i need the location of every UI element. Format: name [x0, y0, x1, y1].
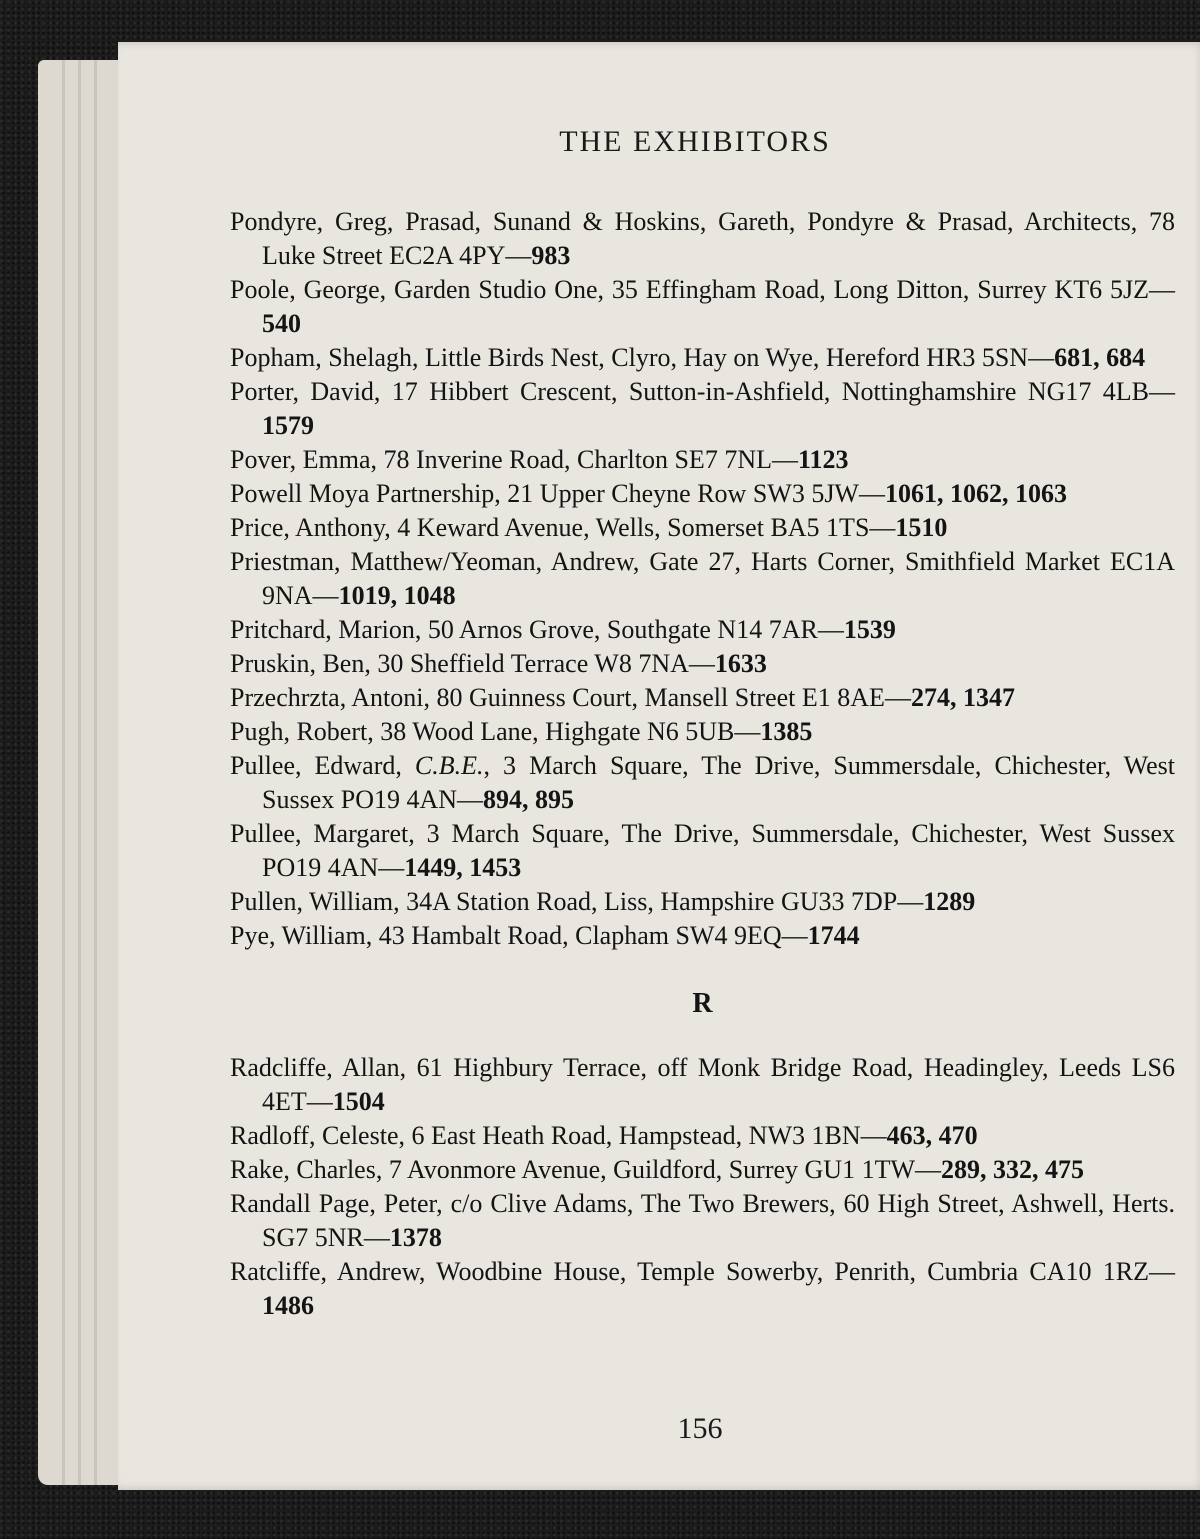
- page-edge: [94, 60, 97, 1485]
- list-item: Porter, David, 17 Hibbert Crescent, Sutton-in-Ashfield, Nottinghamshire NG17 4LB—1579: [230, 377, 1175, 440]
- list-item: Priestman, Matthew/Yeoman, Andrew, Gate 27, Harts Corner, Smithfield Market EC1A 9NA—1019, 1048: [230, 547, 1175, 610]
- list-item: Popham, Shelagh, Little Birds Nest, Clyro, Hay on Wye, Hereford HR3 5SN—681, 684: [230, 343, 1146, 372]
- list-item: Pye, William, 43 Hambalt Road, Clapham SW4 9EQ—1744: [230, 921, 860, 950]
- list-item: Pruskin, Ben, 30 Sheffield Terrace W8 7NA—1633: [230, 649, 767, 678]
- list-item: Pondyre, Greg, Prasad, Sunand & Hoskins, Gareth, Pondyre & Prasad, Architects, 78 Luke Street EC2A 4PY—983: [230, 207, 1175, 270]
- list-item: Powell Moya Partnership, 21 Upper Cheyne Row SW3 5JW—1061, 1062, 1063: [230, 479, 1067, 508]
- list-item: Pullee, Margaret, 3 March Square, The Drive, Summersdale, Chichester, West Sussex PO19 4AN—1449, 1453: [230, 819, 1175, 882]
- exhibitor-list: [230, 205, 1175, 1323]
- list-item: Radcliffe, Allan, 61 Highbury Terrace, off Monk Bridge Road, Headingley, Leeds LS6 4ET—1504: [230, 1053, 1175, 1116]
- list-item: Poole, George, Garden Studio One, 35 Effingham Road, Long Ditton, Surrey KT6 5JZ—540: [230, 275, 1175, 338]
- section-letter: R: [692, 988, 713, 1019]
- list-item: Przechrzta, Antoni, 80 Guinness Court, Mansell Street E1 8AE—274, 1347: [230, 683, 1015, 712]
- page-number: 156: [677, 1412, 723, 1445]
- list-item: Pugh, Robert, 38 Wood Lane, Highgate N6 5UB—1385: [230, 717, 813, 746]
- list-item: Pritchard, Marion, 50 Arnos Grove, Southgate N14 7AR—1539: [230, 615, 896, 644]
- list-item: Randall Page, Peter, c/o Clive Adams, The Two Brewers, 60 High Street, Ashwell, Herts. SG7 5NR—1378: [230, 1189, 1175, 1252]
- list-item: Price, Anthony, 4 Keward Avenue, Wells, Somerset BA5 1TS—1510: [230, 513, 948, 542]
- page-edge: [62, 60, 65, 1485]
- list-item: Radloff, Celeste, 6 East Heath Road, Hampstead, NW3 1BN—463, 470: [230, 1121, 978, 1150]
- list-item: Pullen, William, 34A Station Road, Liss, Hampshire GU33 7DP—1289: [230, 887, 976, 916]
- list-item: Pover, Emma, 78 Inverine Road, Charlton SE7 7NL—1123: [230, 445, 849, 474]
- list-item: Ratcliffe, Andrew, Woodbine House, Temple Sowerby, Penrith, Cumbria CA10 1RZ—1486: [230, 1257, 1175, 1320]
- list-item: Pullee, Edward, C.B.E., 3 March Square, The Drive, Summersdale, Chichester, West Sussex PO19 4AN—894, 895: [230, 751, 1176, 814]
- list-item: Rake, Charles, 7 Avonmore Avenue, Guildford, Surrey GU1 1TW—289, 332, 475: [230, 1155, 1085, 1184]
- page-edge: [78, 60, 81, 1485]
- page-header: THE EXHIBITORS: [559, 125, 831, 158]
